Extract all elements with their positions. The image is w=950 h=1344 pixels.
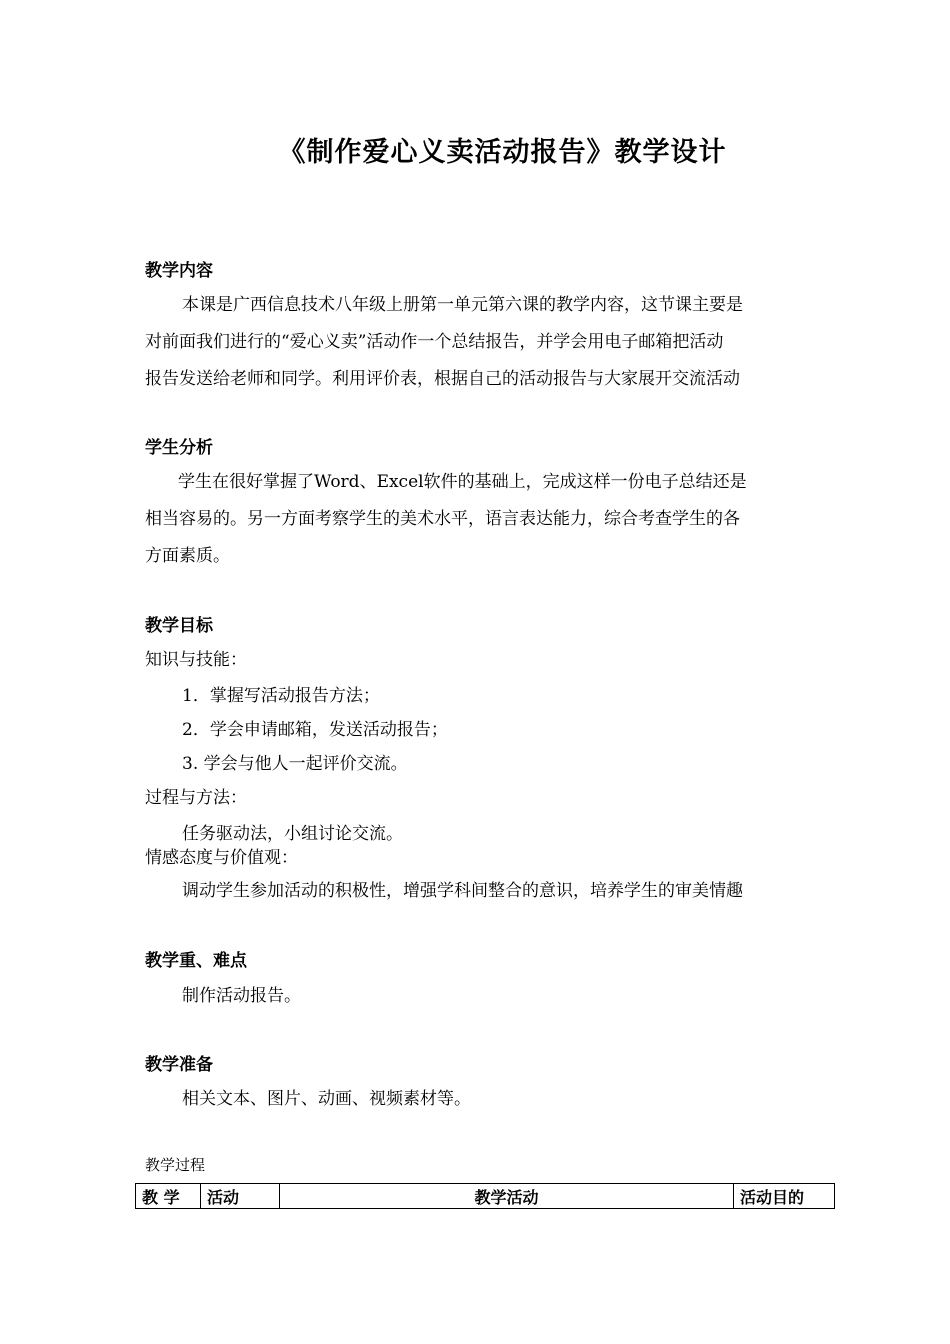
table-header-cell: 活动目的	[734, 1184, 835, 1209]
emotion-text: 调动学生参加活动的积极性，增强学科间整合的意识，培养学生的审美情趣	[182, 881, 743, 901]
table-header-cell: 活动	[201, 1184, 280, 1209]
paragraph-line: 对前面我们进行的“爱心义卖”活动作一个总结报告，并学会用电子邮箱把活动	[145, 332, 724, 352]
paragraph-line: 本课是广西信息技术八年级上册第一单元第六课的教学内容，这节课主要是	[182, 295, 743, 315]
heading-teaching-content: 教学内容	[145, 261, 213, 281]
process-label: 过程与方法：	[145, 788, 247, 808]
heading-teaching-goals: 教学目标	[145, 616, 213, 636]
paragraph-line: 方面素质。	[145, 546, 230, 566]
paragraph-line: 相当容易的。另一方面考察学生的美术水平，语言表达能力，综合考查学生的各	[145, 509, 740, 529]
process-text: 任务驱动法，小组讨论交流。	[182, 824, 403, 844]
document-title: 《制作爱心义卖活动报告》教学设计	[278, 137, 727, 168]
table-header-cell: 教学活动	[280, 1184, 734, 1209]
prep-text: 相关文本、图片、动画、视频素材等。	[182, 1089, 471, 1109]
goal-item: 3. 学会与他人一起评价交流。	[182, 754, 408, 774]
heading-key-points: 教学重、难点	[145, 951, 247, 971]
process-table	[135, 1183, 835, 1209]
heading-preparation: 教学准备	[145, 1055, 213, 1075]
paragraph-line: 报告发送给老师和同学。利用评价表，根据自己的活动报告与大家展开交流活动	[145, 369, 740, 389]
emotion-label: 情感态度与价值观：	[145, 848, 298, 868]
heading-student-analysis: 学生分析	[145, 438, 213, 458]
knowledge-label: 知识与技能：	[145, 650, 247, 670]
goal-item: 1．掌握写活动报告方法；	[182, 686, 380, 706]
paragraph-line: 学生在很好掌握了Word、Excel软件的基础上，完成这样一份电子总结还是	[178, 472, 747, 492]
table-header-row	[136, 1184, 835, 1209]
goal-item: 2．学会申请邮箱，发送活动报告；	[182, 720, 448, 740]
process-section-label: 教学过程	[145, 1156, 206, 1174]
table-header-cell: 教 学	[136, 1184, 201, 1209]
key-text: 制作活动报告。	[182, 986, 301, 1006]
